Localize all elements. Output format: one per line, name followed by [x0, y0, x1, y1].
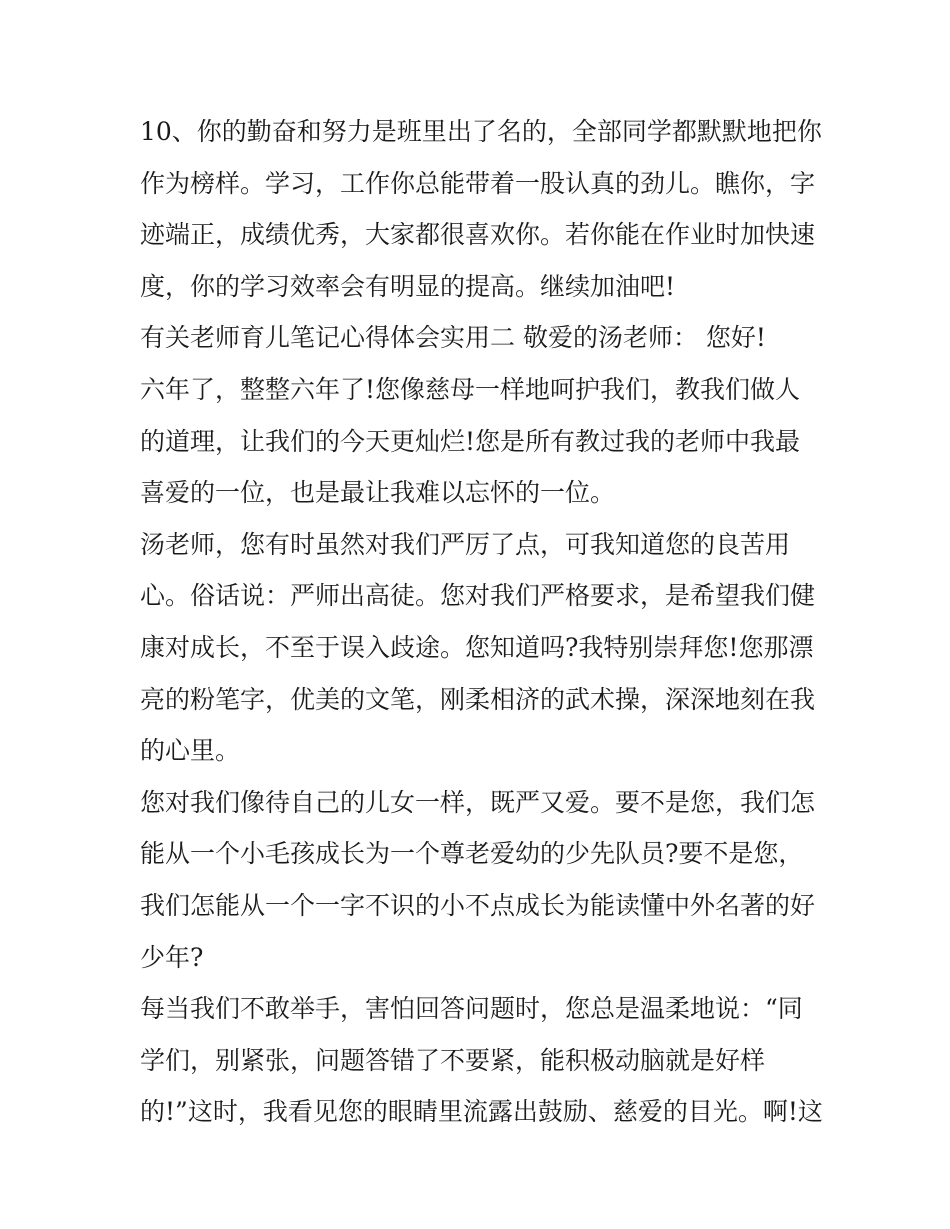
- text-line: 您对我们像待自己的儿女一样，既严又爱。要不是您，我们怎: [140, 787, 816, 817]
- text-line: 作为榜样。学习，工作你总能带着一股认真的劲儿。瞧你，字: [140, 168, 816, 198]
- document-body: [140, 106, 823, 1138]
- text-line: 的心里。: [140, 736, 241, 766]
- text-line: 能从一个小毛孩成长为一个尊老爱幼的少先队员?要不是您，: [140, 839, 804, 869]
- text-line: 亮的粉笔字，优美的文笔，刚柔相济的武术操，深深地刻在我: [140, 684, 816, 714]
- text-line: 少年?: [140, 942, 204, 972]
- text-line: 的道理，让我们的今天更灿烂!您是所有教过我的老师中我最: [140, 426, 801, 456]
- text-line: 每当我们不敢举手，害怕回答问题时，您总是温柔地说：“同: [140, 994, 803, 1024]
- text-line: 迹端正，成绩优秀，大家都很喜欢你。若你能在作业时加快速: [140, 220, 816, 250]
- text-line: 学们，别紧张，问题答错了不要紧，能积极动脑就是好样: [140, 1045, 766, 1075]
- text-line: 六年了，整整六年了!您像慈母一样地呵护我们，教我们做人: [140, 374, 801, 404]
- text-line: 度，你的学习效率会有明显的提高。继续加油吧!: [140, 271, 676, 301]
- text-line: 10、你的勤奋和努力是班里出了名的，全部同学都默默地把你: [140, 117, 822, 146]
- section-heading: 有关老师育儿笔记心得体会实用二 敬爱的汤老师： 您好!: [140, 323, 766, 353]
- text-line: 心。俗话说：严师出高徒。您对我们严格要求，是希望我们健: [140, 581, 816, 611]
- text-line: 的!”这时，我看见您的眼睛里流露出鼓励、慈爱的目光。啊!这: [140, 1097, 823, 1127]
- text-line: 喜爱的一位，也是最让我难以忘怀的一位。: [140, 478, 616, 508]
- text-line: 我们怎能从一个一字不识的小不点成长为能读懂中外名著的好: [140, 890, 816, 920]
- text-line: 汤老师，您有时虽然对我们严厉了点，可我知道您的良苦用: [140, 529, 791, 559]
- text-line: 康对成长，不至于误入歧途。您知道吗?我特别崇拜您!您那漂: [140, 632, 814, 662]
